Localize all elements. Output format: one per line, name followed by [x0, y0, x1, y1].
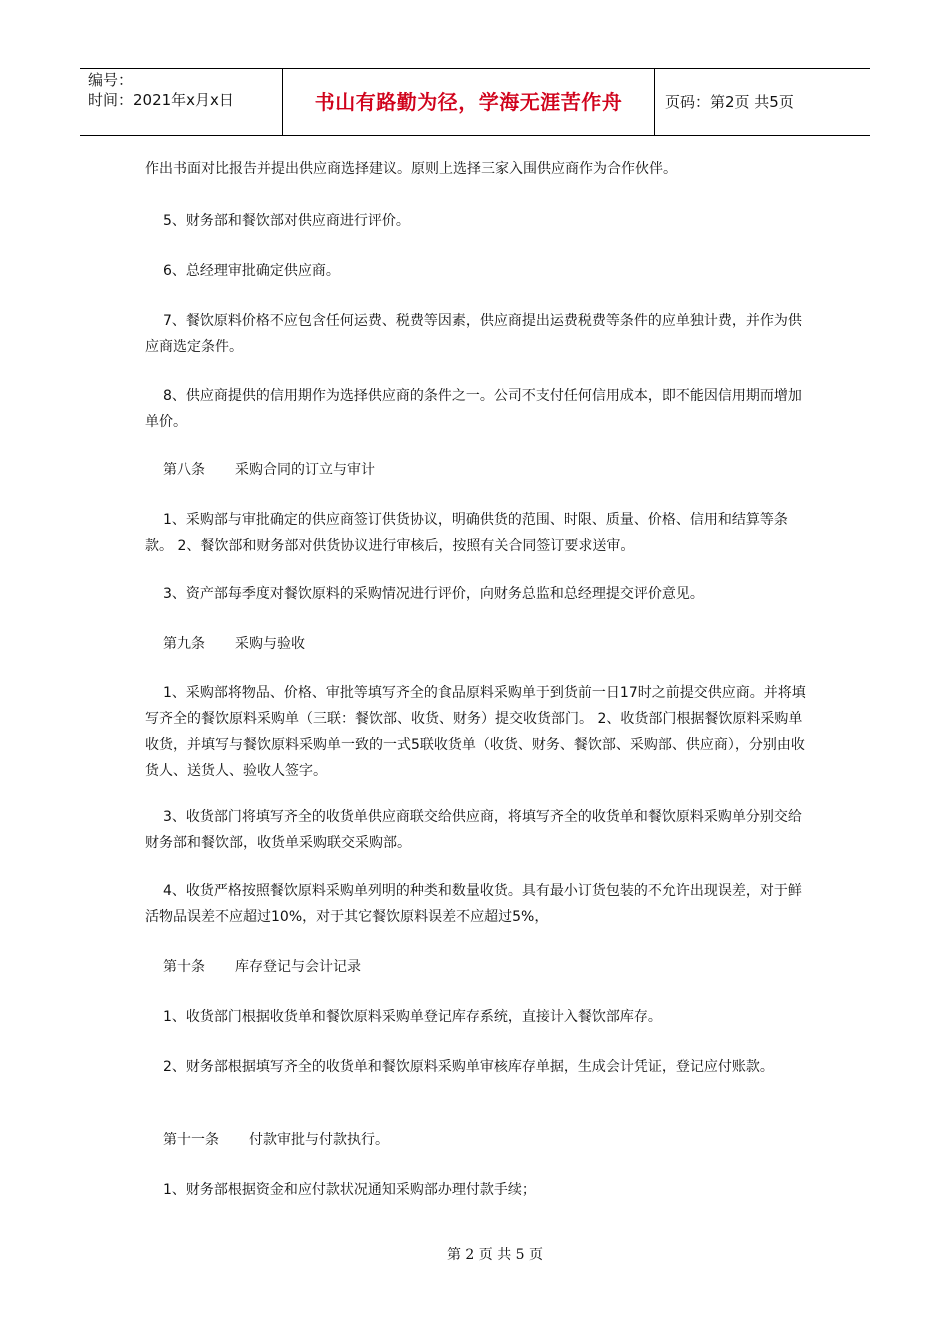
page-footer: 第 2 页 共 5 页: [446, 1247, 544, 1263]
article-title: 采购合同的订立与审计: [235, 462, 375, 478]
paragraph: 2、财务部根据填写齐全的收货单和餐饮原料采购单审核库存单据，生成会计凭证，登记应付账款。: [163, 1059, 774, 1075]
article-heading: [163, 1127, 389, 1153]
paragraph: 1、收货部门根据收货单和餐饮原料采购单登记库存系统，直接计入餐饮部库存。: [163, 1009, 662, 1025]
article-heading: [163, 457, 375, 483]
paragraph: 3、收货部门将填写齐全的收货单供应商联交给供应商，将填写齐全的收货单和餐饮原料采购单分别交给财务部和餐饮部，收货单采购联交采购部。: [145, 809, 802, 851]
article-title: 付款审批与付款执行。: [249, 1132, 389, 1148]
paragraph: 8、供应商提供的信用期作为选择供应商的条件之一。公司不支付任何信用成本，即不能因信用期而增加单价。: [145, 388, 802, 430]
header-page-info: 页码：第2页 共5页: [665, 93, 794, 111]
paragraph: 3、资产部每季度对餐饮原料的采购情况进行评价，向财务总监和总经理提交评价意见。: [163, 586, 704, 602]
article-number: 第九条: [163, 636, 205, 652]
document-code-label: 编号：: [88, 71, 134, 89]
paragraph: 6、总经理审批确定供应商。: [163, 263, 340, 279]
article-number: 第十一条: [163, 1132, 219, 1148]
header-meta: [80, 69, 282, 135]
header-motto: 书山有路勤为径，学海无涯苦作舟: [314, 90, 623, 114]
header-divider: [654, 69, 655, 135]
page-header: [80, 68, 870, 136]
paragraph: 4、收货严格按照餐饮原料采购单列明的种类和数量收货。具有最小订货包装的不允许出现误差，对于鲜活物品误差不应超过10%，对于其它餐饮原料误差不应超过5%，: [145, 883, 802, 925]
article-heading: [163, 631, 305, 657]
paragraph: 作出书面对比报告并提出供应商选择建议。原则上选择三家入围供应商作为合作伙伴。: [145, 161, 677, 177]
article-title: 采购与验收: [235, 636, 305, 652]
paragraph: 1、财务部根据资金和应付款状况通知采购部办理付款手续；: [163, 1182, 536, 1198]
paragraph: 1、采购部将物品、价格、审批等填写齐全的食品原料采购单于到货前一日17时之前提交供应商。并将填写齐全的餐饮原料采购单（三联：餐饮部、收货、财务）提交收货部门。 2、收货部门根据餐饮原料采购单收货，并填写与餐饮原料采购单一致的一式5联收货单（收货、财务、餐饮部、采购部、供应商），分别由收货人、送货人、验收人签字。: [145, 685, 806, 779]
article-number: 第八条: [163, 462, 205, 478]
article-heading: [163, 954, 361, 980]
paragraph: 7、餐饮原料价格不应包含任何运费、税费等因素，供应商提出运费税费等条件的应单独计费，并作为供应商选定条件。: [145, 313, 802, 355]
article-title: 库存登记与会计记录: [235, 959, 361, 975]
paragraph: 1、采购部与审批确定的供应商签订供货协议，明确供货的范围、时限、质量、价格、信用和结算等条款。 2、餐饮部和财务部对供货协议进行审核后，按照有关合同签订要求送审。: [145, 512, 788, 554]
article-number: 第十条: [163, 959, 205, 975]
document-date: 时间：2021年x月x日: [88, 91, 234, 109]
paragraph: 5、财务部和餐饮部对供应商进行评价。: [163, 213, 410, 229]
